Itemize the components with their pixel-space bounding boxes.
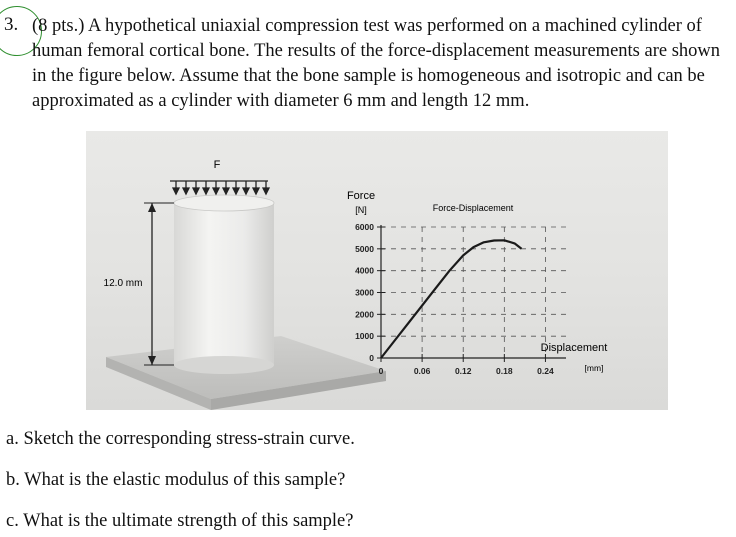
x-tick-label: 0.06: [413, 366, 431, 376]
force-arrow-head: [263, 188, 269, 194]
force-arrow-head: [173, 188, 179, 194]
question-b: b. What is the elastic modulus of this sample?: [6, 470, 346, 490]
problem-line-1: (8 pts.) A hypothetical uniaxial compression test was performed on a machined cylinder of: [32, 16, 702, 36]
problem-line-4: approximated as a cylinder with diameter 6 mm and length 12 mm.: [32, 91, 530, 111]
question-a: a. Sketch the corresponding stress-strain curve.: [6, 429, 355, 449]
x-tick-label: 0: [378, 366, 384, 376]
y-axis-unit: [N]: [355, 205, 367, 215]
force-arrow-head: [253, 188, 259, 194]
force-displacement-chart: [355, 222, 566, 376]
y-tick-label: 1000: [355, 331, 374, 342]
length-dimension: [144, 203, 174, 365]
y-tick-label: 3000: [355, 287, 374, 298]
x-axis-label: Displacement: [540, 342, 608, 354]
y-tick-label: 4000: [355, 265, 374, 276]
problem-line-3: in the figure below. Assume that the bone sample is homogeneous and isotropic and can be: [32, 66, 705, 86]
force-label: F: [213, 159, 221, 171]
length-label: 12.0 mm: [103, 278, 143, 289]
x-tick-label: 0.24: [537, 366, 554, 376]
force-arrow-head: [233, 188, 239, 194]
problem-line-2: human femoral cortical bone. The results of the force-displacement measurements are shown: [32, 41, 721, 61]
force-arrow-head: [223, 188, 229, 194]
force-arrows: [170, 181, 269, 194]
force-arrow-head: [183, 188, 189, 194]
force-displacement-curve: [381, 240, 522, 358]
x-tick-label: 0.12: [454, 366, 472, 376]
figure-svg: [86, 131, 668, 410]
bone-cylinder: [174, 195, 274, 374]
figure-photo: [86, 131, 668, 410]
question-number: 3.: [4, 14, 19, 35]
y-axis-label: Force: [346, 190, 376, 202]
y-tick-label: 2000: [355, 309, 374, 320]
force-arrow-head: [193, 188, 199, 194]
x-axis-unit: [mm]: [584, 363, 604, 373]
y-tick-label: 0: [369, 353, 374, 363]
force-arrow-head: [243, 188, 249, 194]
y-tick-label: 6000: [355, 222, 374, 232]
x-tick-label: 0.18: [496, 366, 513, 376]
chart-title: Force-Displacement: [432, 203, 514, 213]
question-c: c. What is the ultimate strength of this sample?: [6, 511, 354, 531]
force-arrow-head: [213, 188, 219, 194]
force-arrow-head: [203, 188, 209, 194]
problem-statement: [32, 14, 732, 114]
y-tick-label: 5000: [355, 243, 374, 254]
